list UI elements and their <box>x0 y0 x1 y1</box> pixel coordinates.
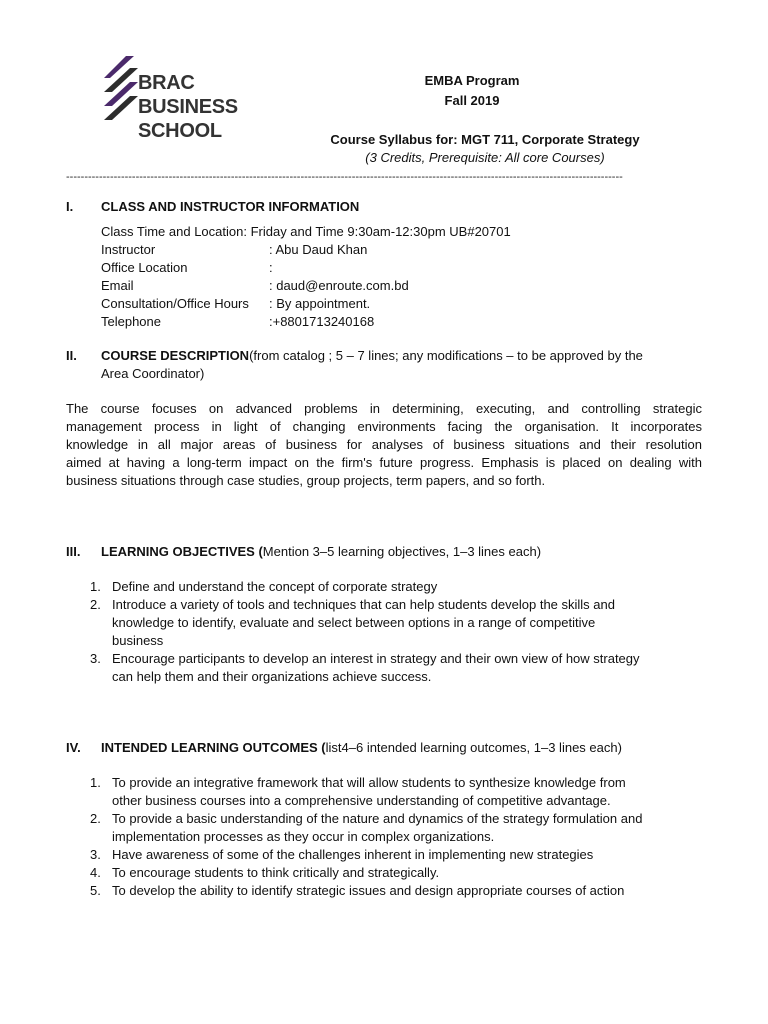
learning-outcomes-list <box>90 774 712 900</box>
brac-business-school-logo <box>104 56 238 148</box>
description-line: management process in light of changing environments facing the organisation. It incorporates <box>66 419 702 434</box>
item-line: knowledge to identify, evaluate and select between options in a range of competitive <box>112 615 596 630</box>
section-4-number: IV. <box>66 740 81 755</box>
info-value: : <box>269 260 273 275</box>
term-title: Fall 2019 <box>444 93 500 108</box>
section-2-note: (from catalog ; 5 – 7 lines; any modifications – to be approved by the <box>249 348 643 363</box>
section-2-number: II. <box>66 348 77 363</box>
logo-stripe-3 <box>104 82 138 106</box>
info-value: : By appointment. <box>269 296 371 311</box>
item-line: Introduce a variety of tools and techniques that can help students develop the skills and <box>112 597 615 612</box>
section-4-note: list4–6 intended learning outcomes, 1–3 lines each) <box>325 740 622 755</box>
info-label: Office Location <box>101 260 188 275</box>
item-line: Have awareness of some of the challenges inherent in implementing new strategies <box>112 847 594 862</box>
section-2-note-cont: Area Coordinator) <box>101 366 205 381</box>
info-label: Telephone <box>101 314 161 329</box>
description-line: business situations through case studies, group projects, term papers, and so forth. <box>66 473 546 488</box>
section-1-number: I. <box>66 199 74 214</box>
description-line: knowledge in all major areas of business for analyses of business situations and their resolution <box>66 437 702 452</box>
info-value: : Abu Daud Khan <box>269 242 368 257</box>
item-number: 3. <box>90 651 101 666</box>
description-line: aimed at having a long-term impact on the firm's future progress. Emphasis is placed on dealing with <box>66 455 702 470</box>
info-row-office-location <box>101 259 409 277</box>
logo-stripe-2 <box>104 68 138 92</box>
item-line: can help them and their organizations achieve success. <box>112 669 432 684</box>
logo-stripe-4 <box>104 96 138 120</box>
list-item <box>90 846 712 864</box>
item-line: business <box>112 633 164 648</box>
section-3-title: LEARNING OBJECTIVES ( <box>101 544 263 559</box>
item-line: implementation processes as they occur in complex organizations. <box>112 829 495 844</box>
info-label: Consultation/Office Hours <box>101 296 249 311</box>
item-number: 3. <box>90 847 101 862</box>
info-value: : daud@enroute.com.bd <box>269 278 409 293</box>
item-line: Encourage participants to develop an interest in strategy and their own view of how strategy <box>112 651 640 666</box>
item-line: To provide a basic understanding of the nature and dynamics of the strategy formulation and <box>112 811 643 826</box>
section-3-note: Mention 3–5 learning objectives, 1–3 lines each) <box>262 544 542 559</box>
logo-word-2: BUSINESS <box>138 96 238 118</box>
list-item <box>90 882 712 900</box>
section-3-heading <box>101 543 541 561</box>
logo-word-3: SCHOOL <box>138 120 222 142</box>
info-label: Email <box>101 278 134 293</box>
item-number: 1. <box>90 579 101 594</box>
item-number: 1. <box>90 775 101 790</box>
item-line: To provide an integrative framework that will allow students to synthesize knowledge from <box>112 775 626 790</box>
item-number: 2. <box>90 811 101 826</box>
section-4-heading <box>101 739 622 757</box>
credits-line: (3 Credits, Prerequisite: All core Courses) <box>365 150 605 165</box>
section-2-heading <box>101 347 643 365</box>
description-line: The course focuses on advanced problems in determining, executing, and controlling strategic <box>66 401 702 416</box>
list-item <box>90 596 712 650</box>
section-1-title: CLASS AND INSTRUCTOR INFORMATION <box>101 199 360 214</box>
item-number: 5. <box>90 883 101 898</box>
list-item <box>90 810 712 846</box>
list-item <box>90 650 712 686</box>
list-item <box>90 864 712 882</box>
list-item <box>90 578 712 596</box>
info-row-telephone <box>101 313 409 331</box>
section-3-number: III. <box>66 544 81 559</box>
course-description <box>66 400 702 490</box>
item-line: other business courses into a comprehensive understanding of competitive advantage. <box>112 793 611 808</box>
item-line: To develop the ability to identify strategic issues and design appropriate courses of action <box>112 883 625 898</box>
info-label: Instructor <box>101 242 156 257</box>
logo-word-1: BRAC <box>138 72 195 94</box>
program-title: EMBA Program <box>424 73 520 88</box>
syllabus-title: Course Syllabus for: MGT 711, Corporate Strategy <box>330 132 640 147</box>
info-row-instructor <box>101 241 409 259</box>
section-4-title: INTENDED LEARNING OUTCOMES ( <box>101 740 326 755</box>
section-2-title: COURSE DESCRIPTION <box>101 348 250 363</box>
info-row-email <box>101 277 409 295</box>
info-value: :+8801713240168 <box>269 314 375 329</box>
logo-stripes-icon <box>104 56 138 148</box>
instructor-info-table <box>101 241 409 331</box>
learning-objectives-list <box>90 578 712 686</box>
item-line: Define and understand the concept of corporate strategy <box>112 579 438 594</box>
item-number: 4. <box>90 865 101 880</box>
item-line: To encourage students to think critically and strategically. <box>112 865 440 880</box>
dashed-divider: -------------------------------------------------------------------------------------------------------------------------------------------------------- <box>66 171 623 183</box>
class-time-location: Class Time and Location: Friday and Time 9:30am-12:30pm UB#20701 <box>101 224 511 239</box>
item-number: 2. <box>90 597 101 612</box>
list-item <box>90 774 712 810</box>
info-row-consultation <box>101 295 409 313</box>
